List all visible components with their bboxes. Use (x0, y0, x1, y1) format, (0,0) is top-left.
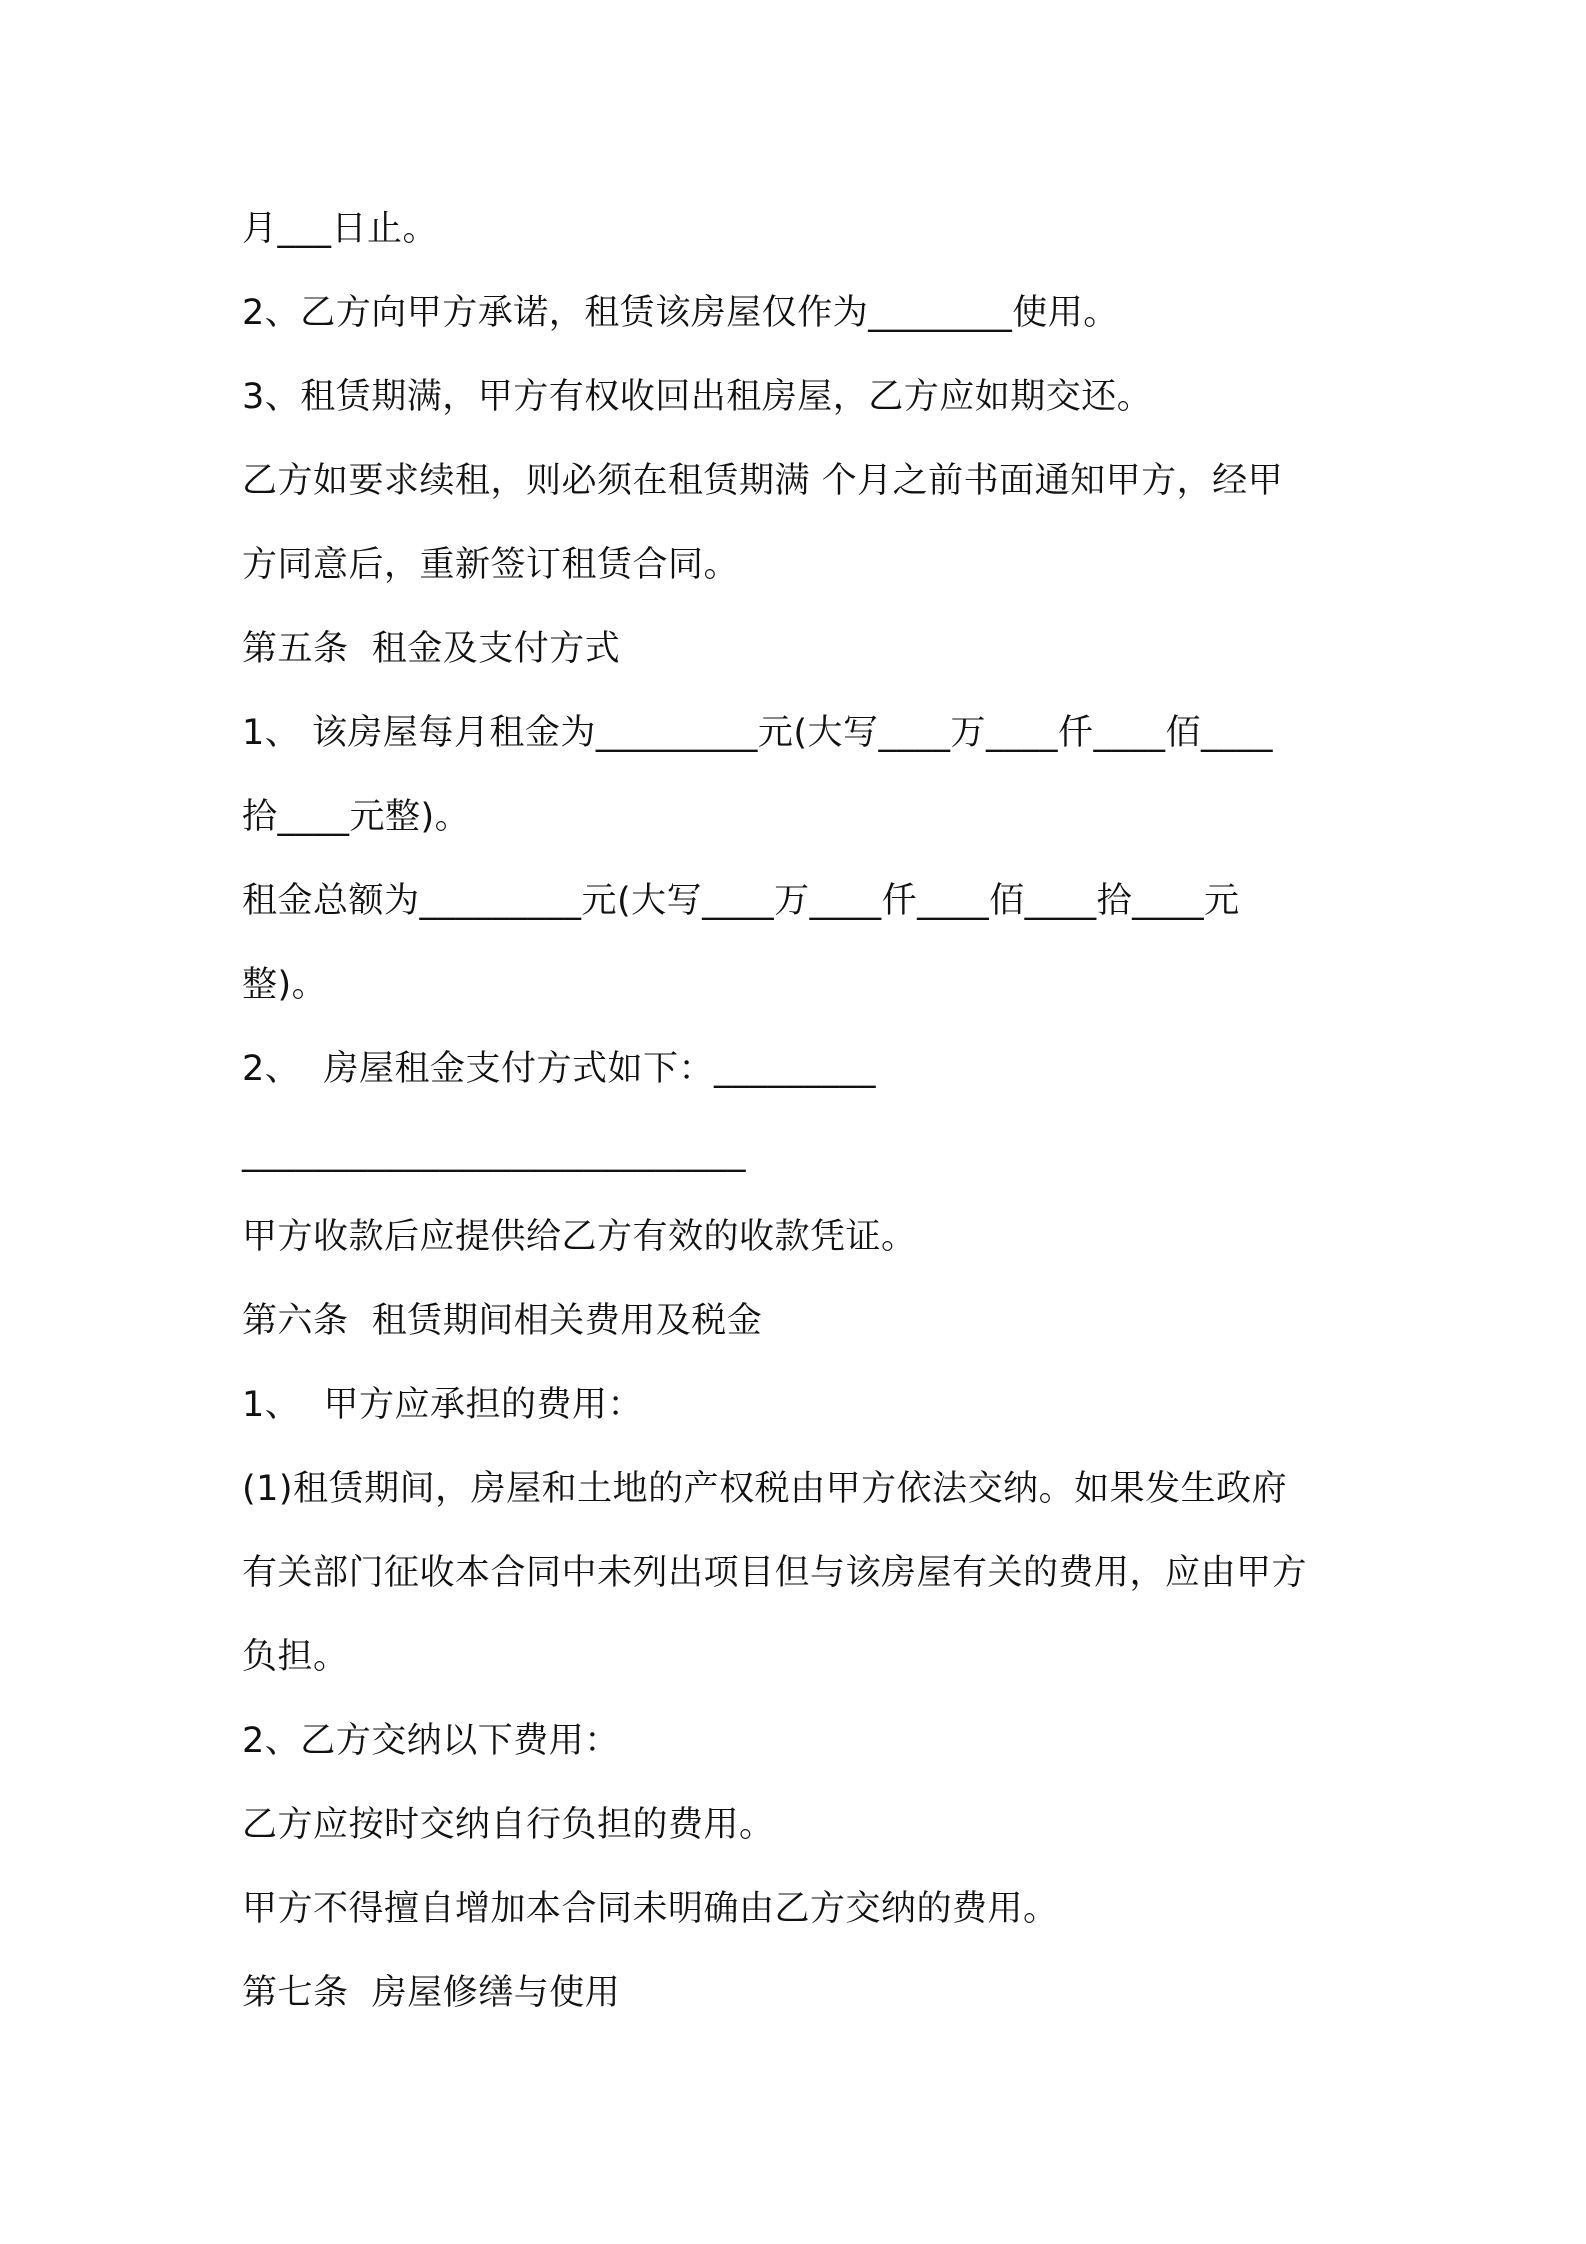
text-line: 乙方如要求续租，则必须在租赁期满 个月之前书面通知甲方，经甲 (242, 461, 1284, 501)
text-line: 拾____元整)。 (242, 797, 471, 837)
section-heading: 第五条 租金及支付方式 (242, 629, 621, 669)
text-line: 2、 房屋租金支付方式如下：_________ (242, 1049, 877, 1089)
text-line: 1、 该房屋每月租金为_________元(大写____万____仟____佰____ (242, 713, 1274, 753)
section-heading: 第七条 房屋修缮与使用 (242, 1973, 621, 2013)
text-line: 租金总额为_________元(大写____万____仟____佰____拾____元 (242, 881, 1240, 921)
text-line: 甲方收款后应提供给乙方有效的收款凭证。 (242, 1217, 917, 1257)
text-line: 甲方不得擅自增加本合同未明确由乙方交纳的费用。 (242, 1889, 1059, 1929)
text-line: 有关部门征收本合同中未列出项目但与该房屋有关的费用，应由甲方 (242, 1553, 1308, 1593)
section-heading: 第六条 租赁期间相关费用及税金 (242, 1301, 763, 1341)
text-line: 整)。 (242, 965, 328, 1005)
text-line: (1)租赁期间，房屋和土地的产权税由甲方依法交纳。如果发生政府 (242, 1469, 1288, 1509)
text-line: 月___日止。 (242, 209, 439, 249)
text-line: 2、乙方交纳以下费用： (242, 1721, 620, 1761)
text-line: 1、 甲方应承担的费用： (242, 1385, 644, 1425)
text-line: 2、乙方向甲方承诺，租赁该房屋仅作为________使用。 (242, 293, 1119, 333)
text-line: 方同意后，重新签订租赁合同。 (242, 545, 740, 585)
blank-fill-line: ____________________________ (242, 1133, 746, 1173)
text-line: 乙方应按时交纳自行负担的费用。 (242, 1805, 775, 1845)
text-line: 3、租赁期满，甲方有权收回出租房屋，乙方应如期交还。 (242, 377, 1153, 417)
text-line: 负担。 (242, 1637, 349, 1677)
